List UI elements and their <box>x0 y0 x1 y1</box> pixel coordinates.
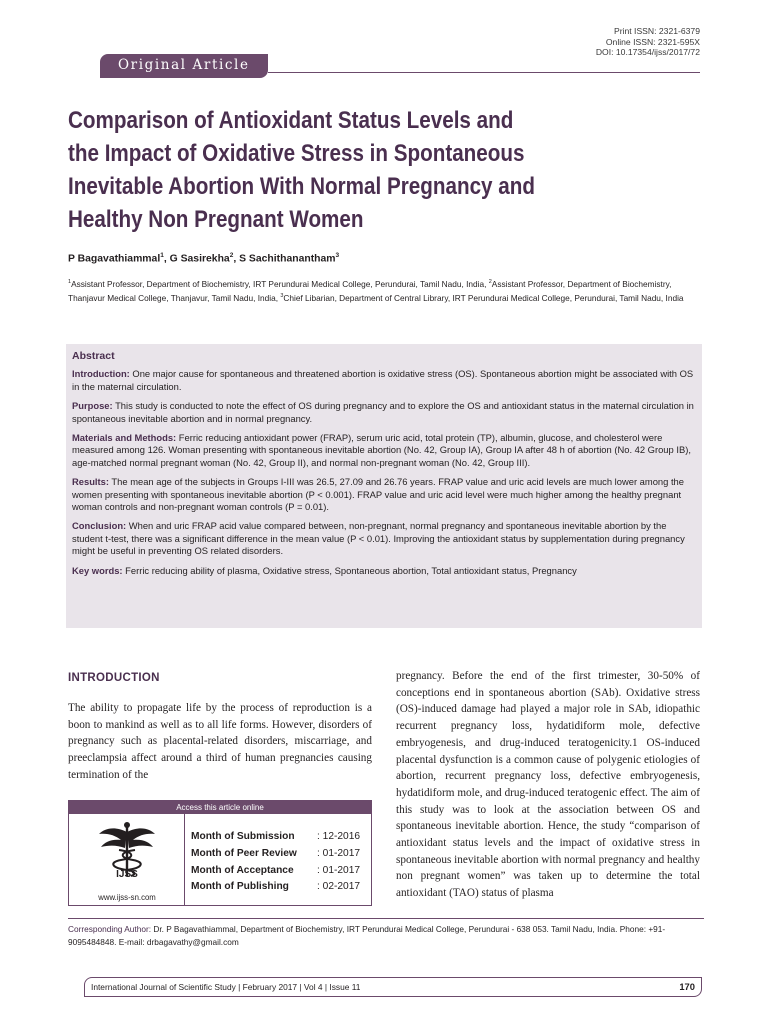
affil-sup: 1 <box>68 279 72 285</box>
section-text: This study is conducted to note the effect of OS during pregnancy and to explore the OS and antioxidant status in the maternal circulation in spontaneous inevitable abortion and in normal pregnancy. <box>72 400 694 424</box>
date-value: : 02-2017 <box>317 881 361 893</box>
article-type-label: Original Article <box>118 57 250 73</box>
abstract-conclusion <box>72 520 696 557</box>
title-line: Healthy Non Pregnant Women <box>68 206 364 233</box>
keywords-text: Ferric reducing ability of plasma, Oxidative stress, Spontaneous abortion, Total antioxidant status, Pregnancy <box>122 564 577 576</box>
abstract-results <box>72 476 696 513</box>
affil-text: Chief Libarian, Department of Central Library, IRT Perundurai Medical College, Perundurai, Tamil Nadu, India <box>283 292 684 303</box>
logo-text: IJSS <box>116 869 138 878</box>
title-line: Comparison of Antioxidant Status Levels and <box>68 107 514 134</box>
page-footer <box>84 977 702 997</box>
section-text: The mean age of the subjects in Groups I-III was 26.5, 27.09 and 26.76 years. FRAP value and uric acid levels are much lower among the women presenting with spontaneous inevitable abortion (P < 0.001). FRAP value and uric acid level were much higher among the healthy pregnant woman controls and non-pregnant woman controls (P = 0.01). <box>72 476 684 513</box>
corresponding-text: Dr. P Bagavathiammal, Department of Biochemistry, IRT Perundurai Medical College, Perundurai - 638 053. Tamil Nadu, India. Phone: +91-9095484848. E-mail: drbagavathy@gmail.com <box>68 924 666 947</box>
date-label: Month of Peer Review <box>191 847 297 859</box>
author-name: G Sasirekha <box>169 253 230 265</box>
section-text: Ferric reducing antioxidant power (FRAP), serum uric acid, total protein (TP), albumin, glucose, and cholesterol were measured among 126. Woman presenting with spontaneous inevitable abortion (No. 42, Group IA), Group IA after 48 h of abortion (No. 42 Group IB), age-matched normal pregnant woman (No. 42, Group II), and normal non-pregnant woman (No. 42, Group III). <box>72 432 691 468</box>
author-name: P Bagavathiammal <box>68 253 161 265</box>
footer-journal: International Journal of Scientific Study | February 2017 | Vol 4 | Issue 11 <box>91 982 361 992</box>
date-row <box>191 829 360 846</box>
author-sup: 3 <box>335 252 340 259</box>
keywords-label: Key words: <box>72 564 123 576</box>
abstract-keywords <box>72 565 696 577</box>
section-label: Results: <box>72 476 109 488</box>
date-row <box>191 846 360 863</box>
affil-sup: 3 <box>280 293 284 300</box>
journal-logo <box>69 814 185 906</box>
section-label: Introduction: <box>72 368 130 380</box>
article-type-banner <box>100 54 268 78</box>
section-label: Materials and Methods: <box>72 432 177 444</box>
abstract-methods <box>72 432 696 469</box>
introduction-heading: INTRODUCTION <box>68 672 160 684</box>
affil-sup: 2 <box>488 279 492 285</box>
abstract-introduction <box>72 368 696 393</box>
title-line: Inevitable Abortion With Normal Pregnancy and <box>68 173 535 200</box>
access-heading: Access this article online <box>69 801 371 814</box>
publication-dates <box>191 829 360 896</box>
corresponding-label: Corresponding Author: <box>68 924 152 934</box>
section-text: When and uric FRAP acid value compared between, non-pregnant, normal pregnancy and spontaneous inevitable abortion by the student t-test, there was a significant difference in the mean value (P < 0.01). Improving the antioxidant status by supplementation during pregnancy might be useful in preventing OS related disorders. <box>72 520 685 557</box>
date-label: Month of Acceptance <box>191 864 294 876</box>
intro-right-text: pregnancy. Before the end of the first trimester, 30-50% of conceptions end in spontaneous abortion (SAb). Oxidative stress (OS)-induced damage had played a major role in SAb, idiopathic recurrent pregnancy loss, hydatidiform mole, defective embryogenesis, and drug-induced teratogenicity.1 OS-induced placental dysfunction is a common cause of polygenic etiologies of abortion, recurrent pregnancy loss, defective embryogenesis, hydatidiform mole, and drug-induced teratogenic effect. The aim of this study was to look at the association between OS and spontaneous inevitable abortion. Hence, the study “comparison of antioxidant status levels and the impact of oxidative stress in spontaneous inevitable abortion with normal pregnancy and healthy non pregnant women” was taken up to determine the total antioxidant (TAO) status of plasma <box>396 670 700 900</box>
date-row <box>191 879 360 896</box>
date-value: : 12-2016 <box>317 831 361 842</box>
section-text: One major cause for spontaneous and threatened abortion is oxidative stress (OS). Spontaneous abortion might be associated with OS in the maternal circulation. <box>72 368 694 392</box>
section-label: Purpose: <box>72 400 113 412</box>
date-label: Month of Publishing <box>191 881 289 893</box>
date-row <box>191 863 360 880</box>
abstract-heading: Abstract <box>72 350 115 362</box>
section-label: Conclusion: <box>72 520 127 532</box>
page-number: 170 <box>679 981 695 992</box>
abstract-purpose <box>72 400 696 425</box>
author-sup: 2 <box>229 252 234 259</box>
affil-text: Assistant Professor, Department of Biochemistry, Thanjavur Medical College, Thanjavur, Tamil Nadu, India, <box>68 278 672 303</box>
author-list: P Bagavathiammal$^1$, G Sasirekha$^2$, S Sachithanantham$^3$ <box>68 252 340 265</box>
date-value: : 01-2017 <box>317 864 361 876</box>
article-title <box>68 104 618 236</box>
affiliations <box>68 276 708 304</box>
header-rule <box>268 72 700 73</box>
access-article-box <box>68 800 372 906</box>
title-line: the Impact of Oxidative Stress in Spontaneous <box>68 140 525 167</box>
date-value: : 01-2017 <box>317 847 361 859</box>
issn-block <box>596 26 700 58</box>
abstract-box <box>66 344 702 628</box>
date-label: Month of Submission <box>191 831 295 842</box>
author-name: S Sachithanantham <box>239 253 336 265</box>
affil-text: Assistant Professor, Department of Biochemistry, IRT Perundurai Medical College, Perundurai, Tamil Nadu, India, <box>71 278 489 289</box>
caduceus-icon <box>97 820 157 878</box>
online-issn: Online ISSN: 2321-595X <box>605 36 700 47</box>
journal-url[interactable]: www.ijss-sn.com <box>98 893 156 902</box>
doi: DOI: 10.17354/ijss/2017/72 <box>595 47 700 58</box>
corresponding-author <box>68 918 704 948</box>
print-issn: Print ISSN: 2321-6379 <box>614 26 700 36</box>
intro-left-text: The ability to propagate life by the process of reproduction is a boon to mankind as well as to all life forms. However, disorders of pregnancy such as placental-related disorders, miscarriage, and preeclampsia affect around a third of human pregnancies causing termination of the <box>68 702 372 781</box>
author-sup: 1 <box>160 252 164 259</box>
